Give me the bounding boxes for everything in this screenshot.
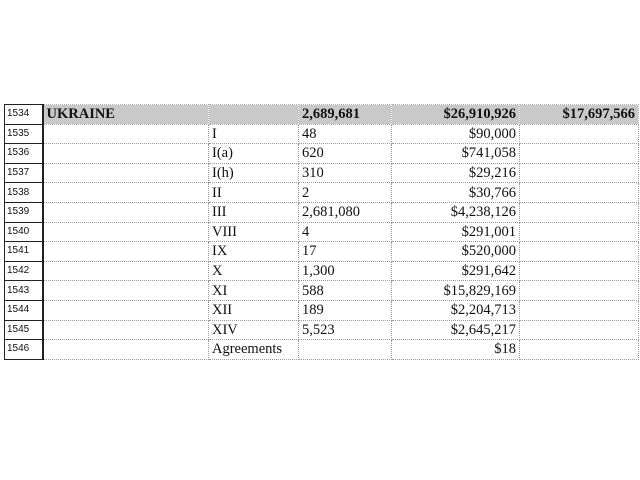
row-number-cell[interactable]: 1534 — [5, 105, 43, 125]
category-cell[interactable]: XII — [209, 300, 299, 320]
row-number-cell[interactable]: 1541 — [5, 242, 43, 262]
table-row — [5, 242, 639, 262]
total-cell[interactable] — [520, 320, 639, 340]
total-cell[interactable] — [520, 202, 639, 222]
quantity-cell[interactable]: 5,523 — [299, 320, 392, 340]
total-cell[interactable] — [520, 281, 639, 301]
category-cell[interactable]: III — [209, 202, 299, 222]
total-cell[interactable] — [520, 144, 639, 164]
row-number-cell[interactable]: 1535 — [5, 124, 43, 144]
table-row — [5, 222, 639, 242]
country-cell[interactable] — [43, 320, 209, 340]
spreadsheet-grid — [4, 104, 639, 360]
row-number-cell[interactable]: 1540 — [5, 222, 43, 242]
quantity-cell[interactable]: 2 — [299, 183, 392, 203]
country-cell[interactable] — [43, 261, 209, 281]
table-row — [5, 281, 639, 301]
category-cell[interactable]: IX — [209, 242, 299, 262]
value-cell[interactable]: $90,000 — [392, 124, 520, 144]
country-cell[interactable] — [43, 281, 209, 301]
category-cell[interactable]: XIV — [209, 320, 299, 340]
value-cell[interactable]: $520,000 — [392, 242, 520, 262]
quantity-cell[interactable]: 310 — [299, 163, 392, 183]
row-number-cell[interactable]: 1538 — [5, 183, 43, 203]
category-cell[interactable]: X — [209, 261, 299, 281]
category-cell[interactable]: I — [209, 124, 299, 144]
value-cell[interactable]: $26,910,926 — [392, 105, 520, 125]
quantity-cell[interactable]: 2,681,080 — [299, 202, 392, 222]
category-cell[interactable] — [209, 105, 299, 125]
row-number-cell[interactable]: 1536 — [5, 144, 43, 164]
country-cell[interactable] — [43, 124, 209, 144]
total-cell[interactable] — [520, 124, 639, 144]
category-cell[interactable]: I(a) — [209, 144, 299, 164]
row-number-cell[interactable]: 1544 — [5, 300, 43, 320]
total-cell[interactable] — [520, 222, 639, 242]
table-row — [5, 261, 639, 281]
country-cell[interactable] — [43, 340, 209, 360]
table-row — [5, 163, 639, 183]
table-row — [5, 202, 639, 222]
quantity-cell[interactable]: 4 — [299, 222, 392, 242]
value-cell[interactable]: $741,058 — [392, 144, 520, 164]
quantity-cell[interactable]: 1,300 — [299, 261, 392, 281]
value-cell[interactable]: $2,204,713 — [392, 300, 520, 320]
value-cell[interactable]: $4,238,126 — [392, 202, 520, 222]
row-number-cell[interactable]: 1543 — [5, 281, 43, 301]
quantity-cell[interactable]: 620 — [299, 144, 392, 164]
row-number-cell[interactable]: 1542 — [5, 261, 43, 281]
total-cell[interactable] — [520, 163, 639, 183]
value-cell[interactable]: $30,766 — [392, 183, 520, 203]
category-cell[interactable]: VIII — [209, 222, 299, 242]
category-cell[interactable]: Agreements — [209, 340, 299, 360]
country-cell[interactable] — [43, 183, 209, 203]
value-cell[interactable]: $291,642 — [392, 261, 520, 281]
country-cell[interactable] — [43, 163, 209, 183]
value-cell[interactable]: $291,001 — [392, 222, 520, 242]
category-cell[interactable]: II — [209, 183, 299, 203]
total-cell[interactable] — [520, 340, 639, 360]
total-cell[interactable] — [520, 183, 639, 203]
table-row-header — [5, 105, 639, 125]
table-row — [5, 320, 639, 340]
total-cell[interactable] — [520, 261, 639, 281]
country-cell[interactable] — [43, 202, 209, 222]
country-cell[interactable] — [43, 222, 209, 242]
total-cell[interactable] — [520, 300, 639, 320]
row-number-cell[interactable]: 1539 — [5, 202, 43, 222]
table-row — [5, 340, 639, 360]
table-row — [5, 144, 639, 164]
value-cell[interactable]: $18 — [392, 340, 520, 360]
category-cell[interactable]: XI — [209, 281, 299, 301]
table-row — [5, 124, 639, 144]
row-number-cell[interactable]: 1546 — [5, 340, 43, 360]
row-number-cell[interactable]: 1537 — [5, 163, 43, 183]
quantity-cell[interactable]: 189 — [299, 300, 392, 320]
category-cell[interactable]: I(h) — [209, 163, 299, 183]
row-number-cell[interactable]: 1545 — [5, 320, 43, 340]
value-cell[interactable]: $15,829,169 — [392, 281, 520, 301]
value-cell[interactable]: $2,645,217 — [392, 320, 520, 340]
country-cell[interactable] — [43, 300, 209, 320]
total-cell[interactable]: $17,697,566 — [520, 105, 639, 125]
table-row — [5, 300, 639, 320]
quantity-cell[interactable]: 588 — [299, 281, 392, 301]
value-cell[interactable]: $29,216 — [392, 163, 520, 183]
quantity-cell[interactable]: 48 — [299, 124, 392, 144]
country-cell[interactable]: UKRAINE — [43, 105, 209, 125]
quantity-cell[interactable] — [299, 340, 392, 360]
country-cell[interactable] — [43, 242, 209, 262]
quantity-cell[interactable]: 17 — [299, 242, 392, 262]
country-cell[interactable] — [43, 144, 209, 164]
total-cell[interactable] — [520, 242, 639, 262]
quantity-cell[interactable]: 2,689,681 — [299, 105, 392, 125]
table-row — [5, 183, 639, 203]
